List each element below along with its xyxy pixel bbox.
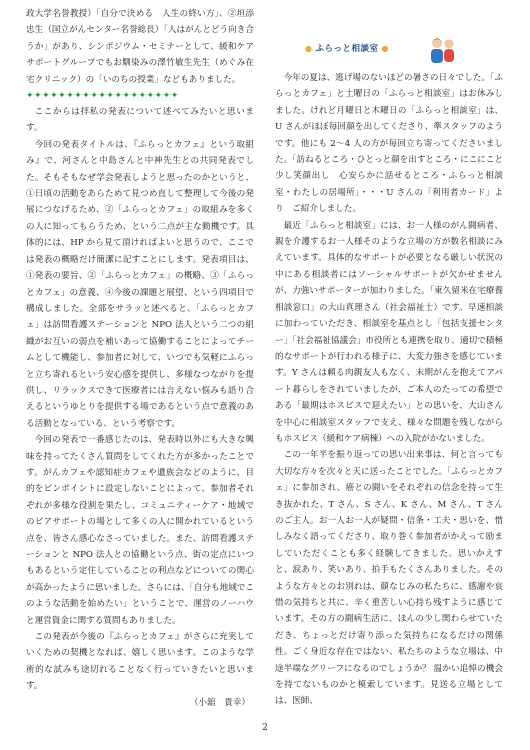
section-badge-label: ふらっと相談室 <box>315 44 379 54</box>
decorative-ornament-row: ✦✦✦✦✦✦✦✦✦✦✦✦✦✦✦✦✦✦✦ <box>26 91 179 102</box>
right-paragraph-3: この一年半を振り返っての思い出来事は、何と言っても大切な方々を次々と天に送ったことでした。「ふらっとカフェ」に参加され、癌との闘いをそれぞれの信念を持って生き抜かれた、T さん、S さん、K さん、M さん、T さんのご主人。お一人お一人が疑問・信条・工夫・思いを、惜しみなく語ってくださり、取り巻く参加者がかえって励ましていただくことも多く経験してきました。思いかえすと、涙あり、笑いあり、拍手もたくさんありました。そのような方々とのお別れは、顔なじみの私たちに、感謝や哀惜の気持ちと共に、辛く重苦しい心持ち残すように感じています。その方の闘病生活に、ほんの少し関わらせていただき、ちょっとだけ寄り添った気持ちになるだけの関係性。ごく身近な存在ではない、私たちのような立場は、中途半端なグリーフになるのでしょうか？ 温かい追悼の機会を持てないものかと模索しています。見送る立場としては、医師、 <box>275 450 503 707</box>
section-header <box>305 34 505 68</box>
section-badge <box>305 42 389 54</box>
right-paragraph-1: 今年の夏は、逃げ場のないほどの暑さの日々でした。「ふらっとカフェ」と土曜日の「ふらっと相談室」はお休みしました。けれど月曜日と木曜日の「ふらっと相談室」は、U さんがほぼ毎回顔を出してくださり、準スタッフのようです。他にも 2～4 人の方が毎回立ち寄ってくださいました。「訪ねるところ・ひとっと顔を出すところ・にこにこと少し笑顔出し 心安らかに話せるところ・ふらっと相談室・わたしの居場所」・・・U さんの「利用者カード」より ご紹介しました。 <box>275 73 503 215</box>
badge-dot-left: ● <box>305 44 313 53</box>
left-paragraph-5: この発表が今後の『ふらっとカフェ』がさらに充実していくための契機となれば、嬉しく思います。このような学術的な試みも途切れることなく行っていきたいと思います。 <box>26 632 254 692</box>
left-paragraph-4: 今回の発表で一番感じたのは、発表時以外にも大きな興味を持ってたくさん質問をしてくれた方が多かったことです。がんカフェや認知症カフェや遺族会などのように、目的をピンポイントに設定しないことによって、参加者それぞれが多様な役割を果たし、コミュニティーケア・地域でのピアサポートの場として多くの人に開かれているという点を、皆さん感心なさっていました。また、訪問看護ステーションと NPO 法人との協働という点、街の定点にいつもあるという定住していることの利点などについての関心が高かったように思いました。さらには、「自分も地域でこのような活動を始めたい」ということで、運営のノーハウと運営資金に関する質問もありました。 <box>26 435 254 626</box>
family-illustration-icon <box>425 34 459 68</box>
left-column <box>26 6 254 711</box>
author-signature: （小舘 貴幸） <box>189 697 250 708</box>
left-paragraph-3: 今回の発表タイトルは、『ふらっとカフェ』という取組み』で、河さんと中島さんと中神先生との共同発表でした。そもそもなぜ学会発表しようと思ったのかというと、①日頃の活動をあらためて見つめ直して整理して今後の発展につなげるため、②「ふらっとカフェ」の取組みを多くの人に知ってもらうため、という二点が主な動機です。具体的には、HP から見て頂ければよいと思うので、ここでは発表の概略だけ簡潔に記すことにします。発表項目は、①発表の要旨、②「ふらっとカフェ」の概略、③「ふらっとカフェ」の意義、④今後の課題と展望、という四項目で構成しました。全部をサラッと述べると、「ふらっとカフェ」は訪問看護ステーションと NPO 法人という二つの組織がお互いの弱点を補いあって協働することによってチームとして機能し、参加者に対して、いつでも気軽にふらっと立ち寄れるという安心感を提供し、多様なつながりを提供し、リラックスできて医療者には言えない悩みも語り合えるというゆとりを提供する場であるという点で意義のある活動となっている、という考察です。 <box>26 139 254 429</box>
right-paragraph-2: 最近「ふらっと相談室」には、お一人様のがん闘病者、親を介護するお一人様そのような立場の方が数名相談にみえています。具体的なサポートが必要となる厳しい状況の中にある相談者にはソーシャルサポートが欠かせませんが、力強いサポーターが加わりました。「東久留米在宅療養相談窓口」の大山真理さん（社会福祉士）です。早速相談に加わっていただき、相談室を基点とし「包括支援センター」「社会福祉協議会」市役所とも連携を取り、適切で積極的なサポートが行われる様子に、大変力強さを感じています。Y さんは頼る肉親友人もなく、末期がんを抱えてアパート暮らしをされていましたが、ご本人のたっての希望である「最期はホスピスで迎えたい」との思いを、大山さんを中心に相談室スタッフで支え、様々な問題を残しながらもホスピス（緩和ケア病棟）への入院がかないました。 <box>275 220 503 444</box>
left-paragraph-2: ここからは拝私の発表について述べてみたいと思います。 <box>26 107 254 134</box>
left-paragraph-1: 政大学名誉教授）「自分で決める 人生の終い方」、②垣添忠生（国立がんセンター名誉総長）「人はがんとどう向き合うか」があり、シンポジウム・セミナーとして、緩和ケアサポートグループでもお馴染みの澤竹敏生先生（めぐみ在宅クリニック）の「いのちの授業」などもありました。 <box>26 9 254 85</box>
page-number: 2 <box>262 723 268 733</box>
right-column <box>275 70 503 710</box>
badge-dot-right: ● <box>381 44 389 53</box>
